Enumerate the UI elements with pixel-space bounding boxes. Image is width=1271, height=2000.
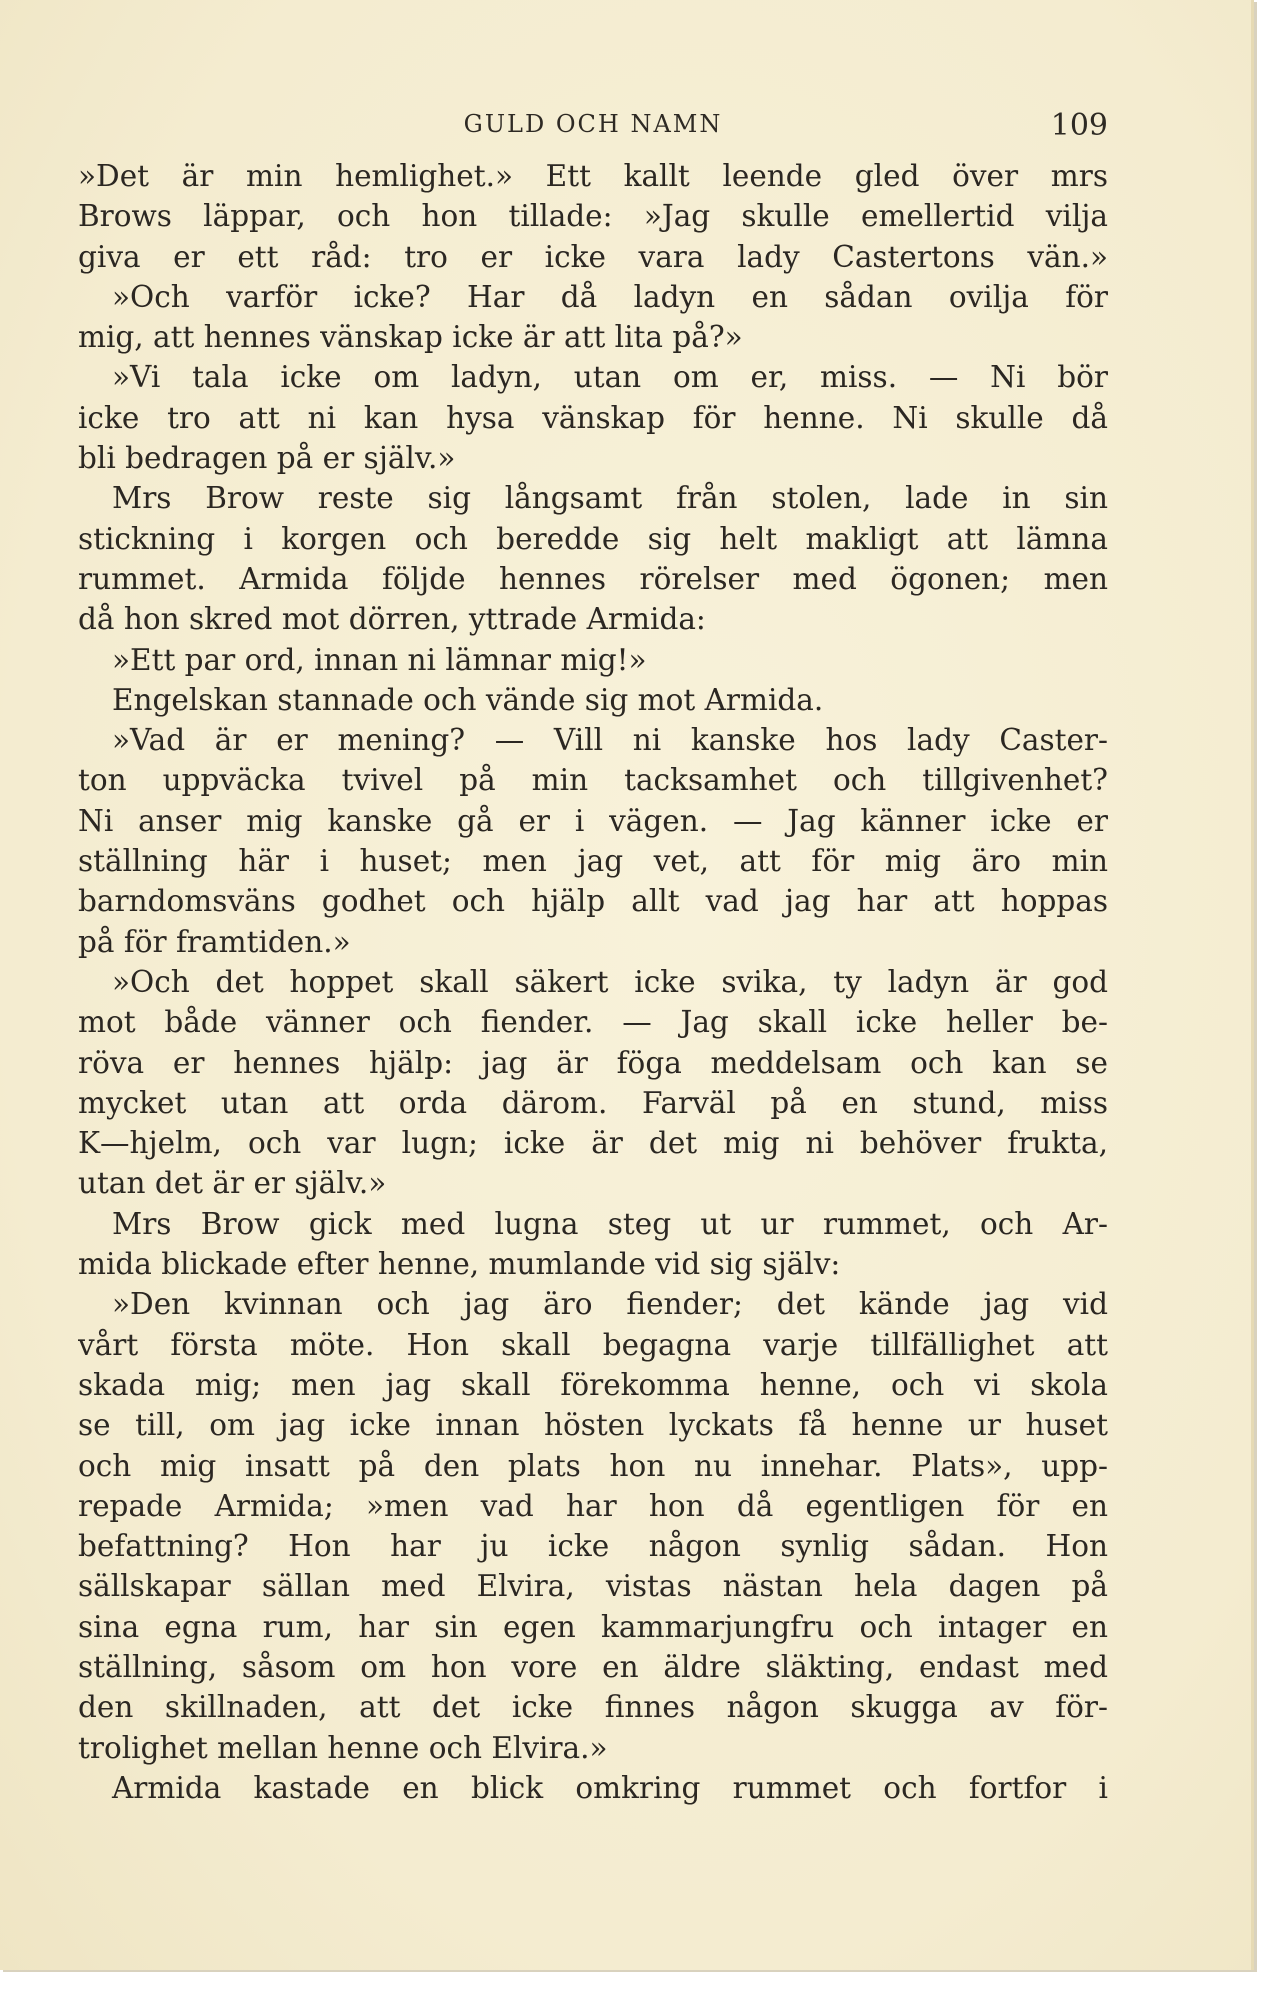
text-line: vårt första möte. Hon skall begagna varje tillfällighet att [78,1327,1108,1362]
text-line: »Vad är er mening? — Vill ni kanske hos lady Caster- [112,723,1108,758]
text-line: då hon skred mot dörren, yttrade Armida: [78,602,706,637]
text-line: »Vi tala icke om ladyn, utan om er, miss. — Ni bör [112,360,1108,395]
text-line: sina egna rum, har sin egen kammarjungfru och intager en [78,1609,1108,1644]
text-line: mycket utan att orda därom. Farväl på en stund, miss [78,1085,1108,1120]
text-line: »Och varför icke? Har då ladyn en sådan ovilja för [112,279,1108,314]
text-line: befattning? Hon har ju icke någon synlig sådan. Hon [78,1529,1108,1564]
text-line: Armida kastade en blick omkring rummet och fortfor i [112,1770,1108,1805]
text-line: trolighet mellan henne och Elvira.» [78,1730,608,1765]
page-header [78,108,1108,148]
text-line: Ni anser mig kanske gå er i vägen. — Jag känner icke er [78,803,1108,838]
text-line: »Det är min hemlighet.» Ett kallt leende gled över mrs [78,159,1108,193]
text-line: giva er ett råd: tro er icke vara lady Castertons vän.» [78,239,1108,274]
text-line: Mrs Brow gick med lugna steg ut ur rummet, och Ar- [112,1206,1108,1241]
text-line: ton uppväcka tvivel på min tacksamhet och tillgivenhet? [78,763,1108,798]
running-head: GULD OCH NAMN [463,110,723,138]
text-line: mig, att hennes vänskap icke är att lita på?» [78,320,743,355]
text-line: på för framtiden.» [78,924,351,959]
text-line: rummet. Armida följde hennes rörelser med ögonen; men [78,561,1108,596]
page-number: 109 [1050,108,1108,143]
text-line: barndomsväns godhet och hjälp allt vad jag har att hoppas [78,884,1108,919]
text-line: Engelskan stannade och vände sig mot Armida. [112,682,824,717]
body-text [78,156,1108,1808]
text-line: mot både vänner och fiender. — Jag skall icke heller be- [78,1005,1108,1040]
text-line: bli bedragen på er själv.» [78,441,456,476]
text-line: och mig insatt på den plats hon nu innehar. Plats», upp- [78,1448,1108,1483]
text-line: Mrs Brow reste sig långsamt från stolen, lade in sin [112,481,1108,516]
text-line: repade Armida; »men vad har hon då egentligen för en [78,1488,1108,1523]
text-line: skada mig; men jag skall förekomma henne, och vi skola [78,1367,1108,1402]
text-line: utan det är er själv.» [78,1166,387,1201]
text-line: »Och det hoppet skall säkert icke svika, ty ladyn är god [112,964,1108,999]
text-line: ställning här i huset; men jag vet, att för mig äro min [78,844,1108,879]
text-line: se till, om jag icke innan hösten lyckats få henne ur huset [78,1408,1108,1443]
text-line: stickning i korgen och beredde sig helt makligt att lämna [78,521,1108,556]
text-line: »Ett par ord, innan ni lämnar mig!» [112,642,647,677]
text-line: ställning, såsom om hon vore en äldre släkting, endast med [78,1649,1108,1684]
text-line: »Den kvinnan och jag äro fiender; det kände jag vid [112,1287,1108,1322]
text-line: K—hjelm, och var lugn; icke är det mig ni behöver frukta, [78,1126,1108,1161]
text-line: sällskapar sällan med Elvira, vistas nästan hela dagen på [78,1569,1108,1604]
text-line: Brows läppar, och hon tillade: »Jag skulle emellertid vilja [78,199,1108,234]
text-line: icke tro att ni kan hysa vänskap för henne. Ni skulle då [78,400,1108,435]
text-line: den skillnaden, att det icke finnes någon skugga av för- [78,1690,1108,1725]
text-line: röva er hennes hjälp: jag är föga meddelsam och kan se [78,1045,1108,1080]
text-line: mida blickade efter henne, mumlande vid sig själv: [78,1247,841,1282]
